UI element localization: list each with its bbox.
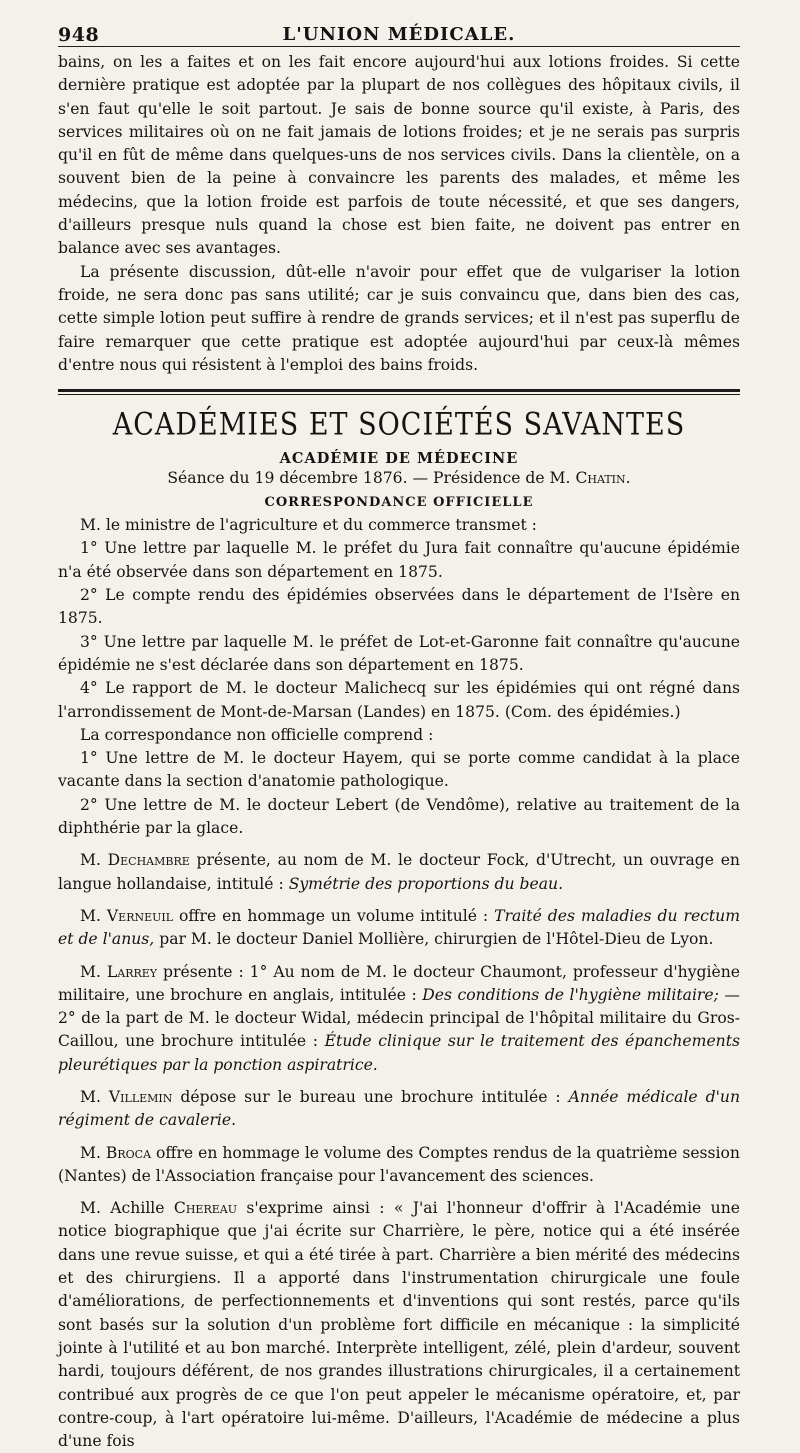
session-line (58, 469, 740, 487)
journal-title: L'UNION MÉDICALE. (282, 24, 516, 45)
work-title: Traité des maladies du rectum et de l'anus, (58, 906, 740, 949)
minutes-item-dechambre: M. Dechambre présente, au nom de M. le docteur Fock, d'Utrecht, un ouvrage en langue hollandaise, intitulé : Symétrie des proportions du beau. (58, 851, 740, 893)
work-title: Symétrie des proportions du beau. (288, 874, 564, 893)
item-text: présente, au nom de M. le docteur Fock, d'Utrecht, un ouvrage en langue hollandaise, intitulé : (58, 851, 740, 893)
minutes-item: 3° Une lettre par laquelle M. le préfet de Lot-et-Garonne fait connaître qu'aucune épidémie ne s'est déclarée dans son département en 1875. (58, 632, 740, 674)
section-divider (58, 389, 740, 395)
minutes-item-larrey: M. Larrey présente : 1° Au nom de M. le docteur Chaumont, professeur d'hygiène militaire, une brochure en anglais, intitulée : Des conditions de l'hygiène militaire; — 2° de la part de M. le docteur Widal, médecin principal de l'hôpital militaire du Gros-Caillou, une brochure intitulée : Étude clinique sur le traitement des épanchements pleurétiques par la ponction aspiratrice. (58, 962, 740, 1074)
minutes-item-verneuil: M. Verneuil offre en hommage un volume intitulé : Traité des maladies du rectum et de l'anus, par M. le docteur Daniel Mollière, chirurgien de l'Hôtel-Dieu de Lyon. (58, 906, 740, 949)
minutes-item: La correspondance non officielle comprend : (80, 725, 434, 744)
member-name: Broca (105, 1143, 152, 1162)
paragraph: La présente discussion, dût-elle n'avoir pour effet que de vulgariser la lotion froide, ne sera donc pas sans utilité; car je suis convaincu que, dans bien des cas, cette simple lotion peut suffire à rendre de grands services; et il n'est pas superflu de faire remarquer que cette pratique est adoptée aujourd'hui par ceux-là mêmes d'entre nous qui résistent à l'emploi des bains froids. (58, 262, 740, 374)
running-head (58, 18, 740, 47)
member-name: Dechambre (107, 851, 190, 870)
minutes-item-villemin: M. Villemin dépose sur le bureau une brochure intitulée : Année médicale d'un régiment de cavalerie. (58, 1087, 740, 1130)
minutes-item: 2° Une lettre de M. le docteur Lebert (de Vendôme), relative au traitement de la diphthérie par la glace. (58, 795, 740, 838)
item-text: par M. le docteur Daniel Mollière, chirurgien de l'Hôtel-Dieu de Lyon. (159, 930, 714, 949)
work-title: Des conditions de l'hygiène militaire; (422, 985, 719, 1004)
minutes-item-chereau: M. Achille Chereau s'exprime ainsi : « J'ai l'honneur d'offrir à l'Académie une notice biographique que j'ai écrite sur Charrière, le père, notice qui a été insérée dans une revue suisse, et qui a été tirée à part. Charrière a bien mérité des médecins et des chirurgiens. Il a apporté dans l'instrumentation chirurgicale une foule d'améliorations, de perfectionnements et d'inventions qui sont restés, parce qu'ils sont basés sur la solution d'un problème fort difficile en mécanique : la simplicité jointe à l'utilité et au bon marché. Interprète intelligent, zélé, plein d'ardeur, souvent hardi, toujours déférent, de nos grandes illustrations chirurgicales, il a certainement contribué aux progrès de ce que l'on peut appeler le mécanisme opératoire, et, par contre-coup, à l'art opératoire lui-même. D'ailleurs, l'Académie de médecine a plus d'une fois (58, 1199, 740, 1451)
work-title: Année médicale d'un régiment de cavalerie. (58, 1087, 740, 1130)
section-title: ACADÉMIES ET SOCIÉTÉS SAVANTES (112, 406, 686, 443)
minutes-item: 1° Une lettre par laquelle M. le préfet du Jura fait connaître qu'aucune épidémie n'a été observée dans son département en 1875. (58, 539, 740, 581)
article-continuation (58, 51, 740, 377)
item-text: s'exprime ainsi : « J'ai l'honneur d'offrir à l'Académie une notice biographique que j'ai écrite sur Charrière, le père, notice qui a été insérée dans une revue suisse, et qui a été tirée à part. Charrière a bien mérité des médecins et des chirurgiens. Il a apporté dans l'instrumentation chirurgicale une foule d'améliorations, de perfectionnements et d'inventions qui sont restés, parce qu'ils sont basés sur la solution d'un problème fort difficile en mécanique : la simplicité jointe à l'utilité et au bon marché. Interprète intelligent, zélé, plein d'ardeur, souvent hardi, toujours déférent, de nos grandes illustrations chirurgicales, il a certainement contribué aux progrès de ce que l'on peut appeler le mécanisme opératoire, et, par contre-coup, à l'art opératoire lui-même. D'ailleurs, l'Académie de médecine a plus d'une fois (58, 1199, 740, 1451)
minutes-item: 2° Le compte rendu des épidémies observées dans le département de l'Isère en 1875. (58, 586, 740, 628)
item-text: offre en hommage le volume des Comptes rendus de la quatrième session (Nantes) de l'Association française pour l'avancement des sciences. (58, 1143, 740, 1185)
minutes-item: M. le ministre de l'agriculture et du commerce transmet : (80, 516, 537, 535)
member-name: Larrey (106, 962, 158, 981)
minutes-item-broca: M. Broca offre en hommage le volume des Comptes rendus de la quatrième session (Nantes) de l'Association française pour l'avancement des sciences. (58, 1143, 740, 1185)
academy-heading: ACADÉMIE DE MÉDECINE (279, 450, 519, 468)
paragraph: bains, on les a faites et on les fait encore aujourd'hui aux lotions froides. Si cette dernière pratique est adoptée par la plupart de nos collègues des hôpitaux civils, il s'en faut qu'elle le soit partout. Je sais de bonne source qu'il existe, à Paris, des services militaires où on ne fait jamais de lotions froides; et je ne serais pas surpris qu'il en fût de même dans quelques-uns de nos services civils. Dans la clientèle, on a souvent bien de la peine à convaincre les parents des malades, et même les médecins, que la lotion froide est parfois de toute nécessité, et que ses dangers, d'ailleurs presque nuls quand la chose est bien faite, ne doivent pas entrer en balance avec ses avantages. (58, 53, 740, 258)
minutes-items (58, 514, 740, 1453)
correspondence-heading: CORRESPONDANCE OFFICIELLE (264, 495, 534, 511)
minutes-item: 4° Le rapport de M. le docteur Malichecq sur les épidémies qui ont régné dans l'arrondissement de Mont-de-Marsan (Landes) en 1875. (Com. des épidémies.) (58, 679, 740, 721)
member-name: Chereau (173, 1199, 237, 1218)
item-text: offre en hommage un volume intitulé : (179, 906, 489, 925)
president-name: Chatin (575, 469, 626, 488)
item-text: dépose sur le bureau une brochure intitulée : (180, 1087, 561, 1106)
session-suffix: . (625, 469, 631, 488)
member-name: Verneuil (106, 906, 174, 925)
member-name: Villemin (108, 1087, 173, 1106)
page-number: 948 (58, 24, 100, 46)
session-date: Séance du 19 décembre 1876. — Présidence de M. (167, 469, 571, 488)
work-title: Étude clinique sur le traitement des épanchements pleurétiques par la ponction aspiratrice. (58, 1032, 740, 1074)
item-text: présente : 1° Au nom de M. le docteur Chaumont, professeur d'hygiène militaire, une brochure en anglais, intitulée : (58, 962, 740, 1004)
item-text: — 2° de la part de M. le docteur Widal, médecin principal de l'hôpital militaire du Gros-Caillou, une brochure intitulée : (58, 985, 740, 1051)
minutes-item: 1° Une lettre de M. le docteur Hayem, qui se porte comme candidat à la place vacante dans la section d'anatomie pathologique. (58, 749, 740, 791)
